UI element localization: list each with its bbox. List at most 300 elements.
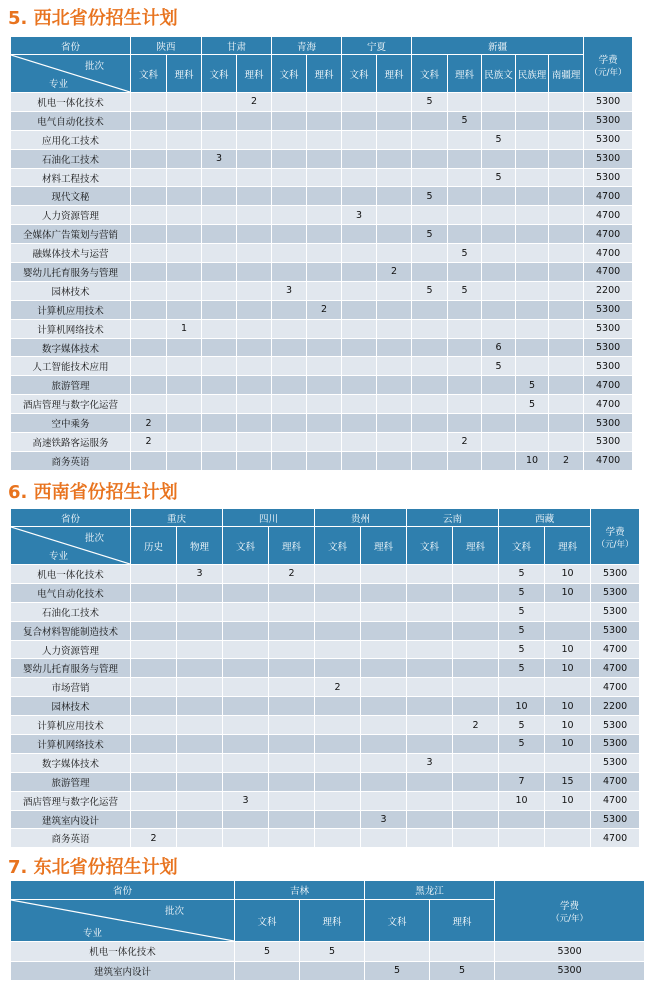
quota-cell [545,678,591,697]
quota-cell [448,93,482,112]
subject-header: 文科 [365,900,430,942]
quota-cell [272,319,307,338]
quota-cell [412,263,448,282]
quota-cell [272,206,307,225]
quota-cell [545,829,591,848]
quota-cell: 5 [482,130,516,149]
quota-cell [482,225,516,244]
quota-cell [377,451,412,470]
fee-label: 学费 [605,526,625,538]
quota-cell [237,187,272,206]
quota-cell [315,697,361,716]
quota-cell [342,300,377,319]
quota-cell: 2 [315,678,361,697]
quota-cell [361,659,407,678]
quota-cell [516,433,549,452]
quota-cell [377,206,412,225]
enrollment-table [10,508,640,848]
quota-cell [307,414,342,433]
quota-cell [448,225,482,244]
quota-cell [237,376,272,395]
quota-cell [448,187,482,206]
quota-cell [202,451,237,470]
header-row-provinces [11,509,640,527]
quota-cell [202,414,237,433]
quota-cell [377,130,412,149]
quota-cell [342,225,377,244]
table-row [11,451,633,470]
quota-cell: 2 [549,451,584,470]
quota-cell [131,621,177,640]
major-name: 计算机应用技术 [11,300,131,319]
quota-cell [167,111,202,130]
subject-header: 民族理 [516,55,549,93]
quota-cell [407,640,453,659]
quota-cell: 10 [499,791,545,810]
quota-cell [131,791,177,810]
fee-label: 学费 [598,54,618,66]
major-name: 电气自动化技术 [11,583,131,602]
quota-cell: 5 [482,357,516,376]
quota-cell [223,810,269,829]
fee-value: 4700 [584,225,633,244]
major-name: 机电一体化技术 [11,93,131,112]
quota-cell [237,244,272,263]
table-row [11,565,640,584]
quota-cell [307,111,342,130]
quota-cell [272,357,307,376]
table-row [11,433,633,452]
quota-cell [272,149,307,168]
quota-cell: 5 [499,583,545,602]
quota-cell [131,338,167,357]
table-row [11,697,640,716]
quota-cell [549,300,584,319]
quota-cell: 3 [342,206,377,225]
quota-cell [235,961,300,981]
quota-cell [482,433,516,452]
major-name: 计算机网络技术 [11,735,131,754]
quota-cell [482,281,516,300]
quota-cell [448,338,482,357]
quota-cell [272,338,307,357]
quota-cell [272,130,307,149]
quota-cell [307,319,342,338]
quota-cell [482,319,516,338]
quota-cell [131,678,177,697]
major-name: 市场营销 [11,678,131,697]
province-header: 省份 [11,509,131,527]
quota-cell [272,376,307,395]
quota-cell [202,395,237,414]
quota-cell [482,149,516,168]
quota-cell [167,300,202,319]
quota-cell: 10 [516,451,549,470]
quota-cell [237,338,272,357]
quota-cell [361,735,407,754]
quota-cell [237,300,272,319]
major-name: 婴幼儿托育服务与管理 [11,659,131,678]
quota-cell [307,225,342,244]
quota-cell [307,451,342,470]
quota-cell [223,602,269,621]
quota-cell [499,753,545,772]
quota-cell [412,168,448,187]
fee-unit: （元/年） [596,539,634,550]
quota-cell [412,149,448,168]
table-row [11,376,633,395]
quota-cell [453,791,499,810]
quota-cell [223,583,269,602]
subject-header: 文科 [412,55,448,93]
major-name: 园林技术 [11,281,131,300]
quota-cell [453,621,499,640]
quota-cell [237,111,272,130]
quota-cell [342,433,377,452]
quota-cell [223,772,269,791]
fee-value: 2200 [584,281,633,300]
table-row [11,716,640,735]
quota-cell: 2 [131,433,167,452]
quota-cell [177,640,223,659]
subject-header: 理科 [237,55,272,93]
quota-cell [167,451,202,470]
fee-value: 5300 [591,621,640,640]
major-label: 专业 [49,551,69,562]
section-title: 7. 东北省份招生计划 [8,857,178,878]
batch-major-diagonal-header [11,527,131,565]
quota-cell: 10 [545,640,591,659]
quota-cell [269,659,315,678]
quota-cell [315,753,361,772]
quota-cell: 5 [499,602,545,621]
quota-cell [131,640,177,659]
quota-cell [237,206,272,225]
subject-header: 文科 [342,55,377,93]
fee-value: 4700 [591,678,640,697]
quota-cell [177,659,223,678]
quota-cell [237,149,272,168]
quota-cell [448,357,482,376]
quota-cell [482,376,516,395]
quota-cell [516,93,549,112]
quota-cell: 3 [361,810,407,829]
quota-cell [269,772,315,791]
quota-cell [131,357,167,376]
quota-cell [377,187,412,206]
quota-cell [342,414,377,433]
quota-cell: 2 [377,263,412,282]
batch-major-diagonal-header [11,55,131,93]
major-label: 专业 [49,79,69,90]
fee-value: 5300 [584,357,633,376]
quota-cell: 2 [237,93,272,112]
quota-cell [202,338,237,357]
quota-cell: 10 [545,735,591,754]
quota-cell [272,244,307,263]
quota-cell [269,810,315,829]
quota-cell [307,206,342,225]
quota-cell [342,338,377,357]
quota-cell [377,433,412,452]
subject-header: 民族文 [482,55,516,93]
quota-cell [377,395,412,414]
quota-cell [407,678,453,697]
quota-cell [412,357,448,376]
quota-cell [499,678,545,697]
quota-cell [307,168,342,187]
major-name: 商务英语 [11,829,131,848]
quota-cell [448,168,482,187]
quota-cell: 5 [499,621,545,640]
quota-cell: 3 [202,149,237,168]
major-name: 空中乘务 [11,414,131,433]
diagonal-line [11,900,234,941]
quota-cell [342,111,377,130]
quota-cell [549,433,584,452]
quota-cell [407,602,453,621]
subject-header: 理科 [361,527,407,565]
quota-cell [516,187,549,206]
quota-cell [407,716,453,735]
table-row [11,93,633,112]
quota-cell [407,735,453,754]
quota-cell: 2 [269,565,315,584]
quota-cell [202,130,237,149]
quota-cell [269,602,315,621]
quota-cell [453,583,499,602]
quota-cell [269,640,315,659]
quota-cell: 10 [545,697,591,716]
quota-cell [315,621,361,640]
quota-cell [237,319,272,338]
quota-cell [315,716,361,735]
quota-cell [377,300,412,319]
major-name: 酒店管理与数字化运营 [11,395,131,414]
subject-header: 理科 [167,55,202,93]
quota-cell [448,395,482,414]
quota-cell [482,395,516,414]
subject-header: 文科 [202,55,237,93]
quota-cell [516,357,549,376]
quota-cell [202,111,237,130]
quota-cell [365,942,430,962]
table-row [11,583,640,602]
quota-cell [549,376,584,395]
quota-cell: 5 [448,281,482,300]
fee-value: 5300 [584,149,633,168]
table-row [11,414,633,433]
quota-cell [131,753,177,772]
quota-cell [315,772,361,791]
fee-value: 5300 [591,602,640,621]
quota-cell [516,130,549,149]
enrollment-table [10,880,645,981]
quota-cell [177,716,223,735]
quota-cell [342,187,377,206]
subject-header: 文科 [499,527,545,565]
quota-cell [237,225,272,244]
quota-cell [482,244,516,263]
quota-cell: 3 [177,565,223,584]
major-name: 计算机网络技术 [11,319,131,338]
quota-cell [131,263,167,282]
table-row [11,753,640,772]
quota-cell: 5 [412,93,448,112]
quota-cell [131,93,167,112]
quota-cell [549,357,584,376]
quota-cell [407,791,453,810]
quota-cell [237,414,272,433]
table-row [11,942,645,962]
quota-cell [361,697,407,716]
quota-cell: 2 [453,716,499,735]
quota-cell [131,376,167,395]
quota-cell [167,168,202,187]
quota-cell [307,357,342,376]
province-header: 省份 [11,37,131,55]
quota-cell [131,300,167,319]
header-row-provinces [11,881,645,900]
quota-cell [177,829,223,848]
quota-cell [482,414,516,433]
quota-cell [177,602,223,621]
subject-header: 理科 [307,55,342,93]
table-row [11,300,633,319]
subject-header: 物理 [177,527,223,565]
major-name: 建筑室内设计 [11,961,235,981]
fee-value: 5300 [591,735,640,754]
quota-cell [177,735,223,754]
fee-value: 5300 [591,583,640,602]
fee-value: 5300 [584,319,633,338]
fee-value: 4700 [584,263,633,282]
table-row [11,791,640,810]
quota-cell [315,810,361,829]
fee-value: 4700 [591,791,640,810]
quota-cell [453,697,499,716]
quota-cell [516,281,549,300]
batch-label: 批次 [84,533,104,544]
quota-cell [549,281,584,300]
quota-cell: 5 [448,111,482,130]
province-name: 甘肃 [202,37,272,55]
table-row [11,659,640,678]
quota-cell [177,791,223,810]
quota-cell [202,206,237,225]
quota-cell [342,376,377,395]
quota-cell [407,565,453,584]
quota-cell [167,206,202,225]
quota-cell [377,149,412,168]
table-row [11,225,633,244]
quota-cell: 3 [272,281,307,300]
quota-cell [412,300,448,319]
quota-cell [131,602,177,621]
table-row [11,621,640,640]
quota-cell [272,451,307,470]
quota-cell: 7 [499,772,545,791]
subject-header: 历史 [131,527,177,565]
quota-cell [237,263,272,282]
quota-cell [167,244,202,263]
quota-cell: 5 [300,942,365,962]
major-name: 建筑室内设计 [11,810,131,829]
quota-cell: 5 [482,168,516,187]
table-row [11,772,640,791]
quota-cell [131,735,177,754]
quota-cell [167,395,202,414]
quota-cell [223,753,269,772]
quota-cell [223,678,269,697]
quota-cell [272,433,307,452]
quota-cell [202,300,237,319]
quota-cell [202,319,237,338]
quota-cell [482,300,516,319]
major-name: 人力资源管理 [11,640,131,659]
subject-header: 理科 [545,527,591,565]
quota-cell [412,206,448,225]
diagonal-line [11,527,130,564]
quota-cell [167,357,202,376]
quota-cell [167,263,202,282]
quota-cell: 10 [545,583,591,602]
quota-cell: 5 [516,395,549,414]
quota-cell [545,621,591,640]
quota-cell [223,735,269,754]
quota-cell [177,810,223,829]
quota-cell [202,225,237,244]
quota-cell: 10 [499,697,545,716]
quota-cell [315,583,361,602]
quota-cell: 5 [412,187,448,206]
batch-label: 批次 [84,61,104,72]
quota-cell [307,281,342,300]
major-name: 人力资源管理 [11,206,131,225]
fee-value: 4700 [591,640,640,659]
quota-cell [315,829,361,848]
quota-cell [482,111,516,130]
quota-cell [549,225,584,244]
quota-cell [202,281,237,300]
quota-cell [545,602,591,621]
quota-cell [516,149,549,168]
quota-cell [237,168,272,187]
quota-cell [377,244,412,263]
table-row [11,735,640,754]
table-row [11,149,633,168]
quota-cell [549,263,584,282]
major-name: 电气自动化技术 [11,111,131,130]
quota-cell [412,130,448,149]
quota-cell [237,130,272,149]
quota-cell [167,130,202,149]
quota-cell [377,281,412,300]
quota-cell [237,433,272,452]
quota-cell [407,583,453,602]
quota-cell [361,602,407,621]
major-name: 婴幼儿托育服务与管理 [11,263,131,282]
quota-cell: 5 [499,565,545,584]
table-row [11,111,633,130]
quota-cell [269,735,315,754]
quota-cell [342,149,377,168]
quota-cell [516,319,549,338]
quota-cell [131,451,167,470]
quota-cell [516,206,549,225]
quota-cell [131,130,167,149]
quota-cell [202,187,237,206]
